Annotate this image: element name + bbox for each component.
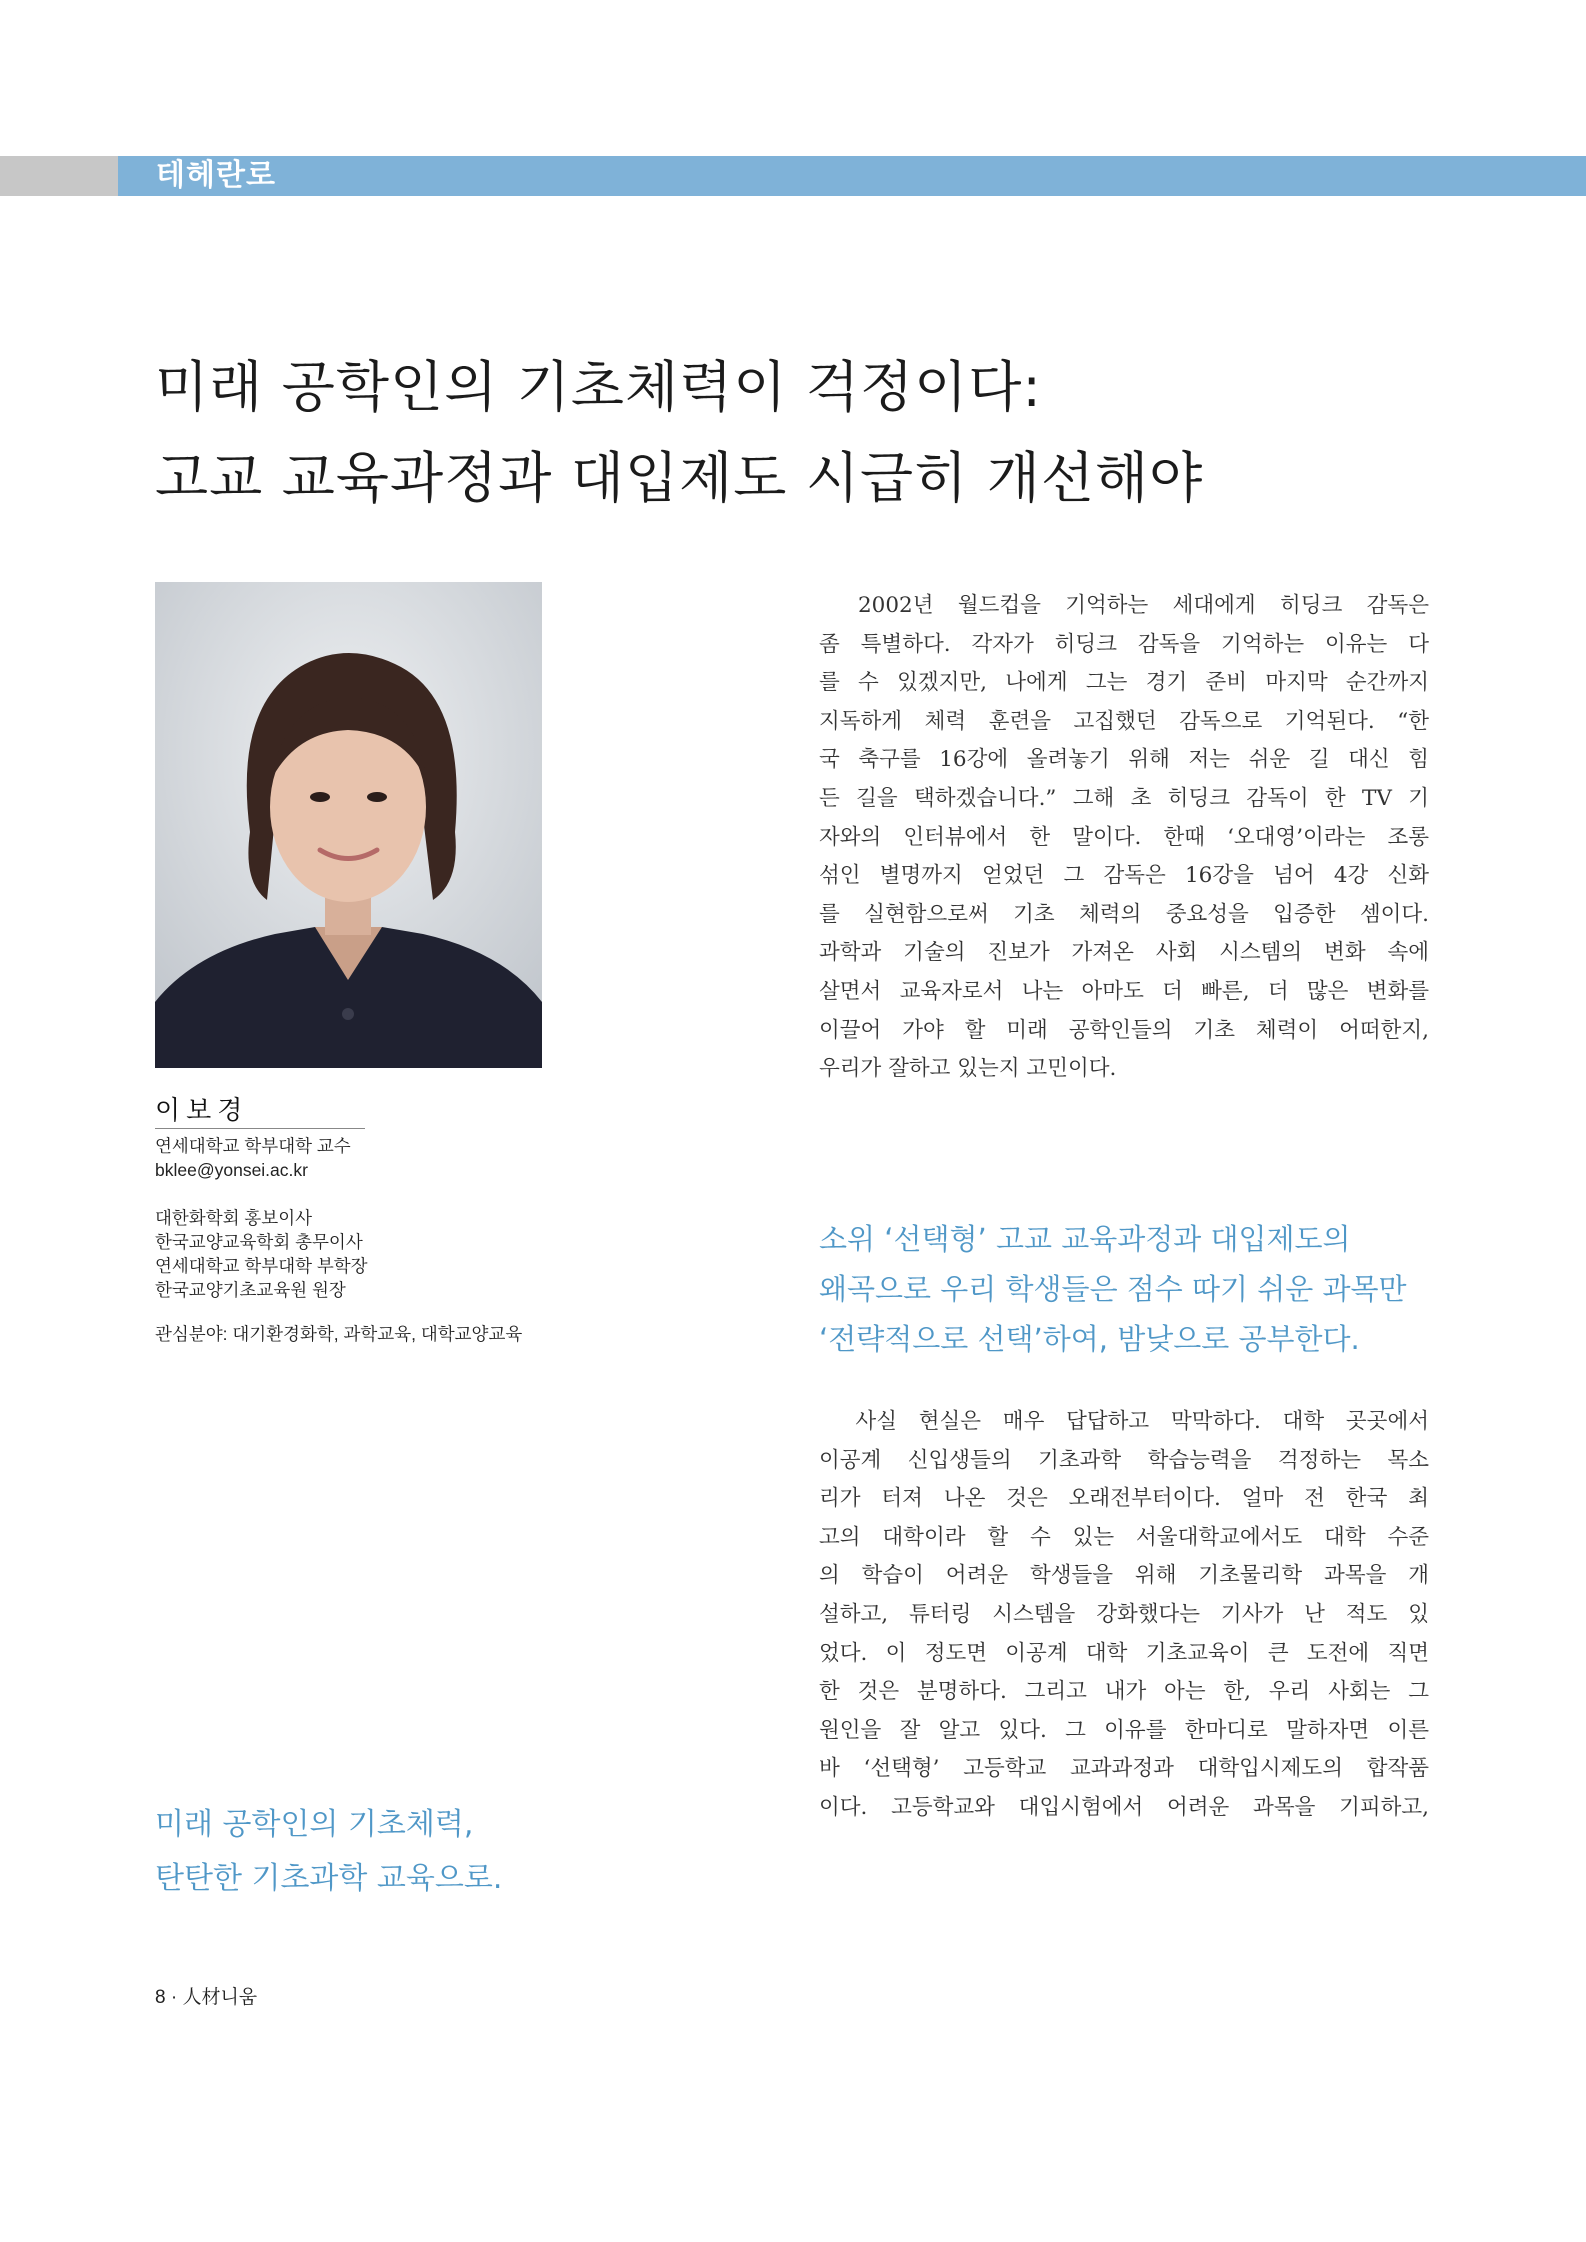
author-photo	[155, 582, 542, 1068]
author-name: 이보경	[155, 1096, 249, 1126]
body-line: 바 ‘선택형’ 고등학교 교과과정과 대학입시제도의 합작품	[819, 1756, 1429, 1782]
section-label: 테헤란로	[156, 158, 276, 193]
body-line: 리가 터져 나온 것은 오래전부터이다. 얼마 전 한국 최	[819, 1486, 1429, 1512]
body-line: 좀 특별하다. 각자가 히딩크 감독을 기억하는 이유는 다	[819, 631, 1429, 657]
body-line: 원인을 잘 알고 있다. 그 이유를 한마디로 말하자면 이른	[819, 1717, 1429, 1743]
page-footer: 8 · 人材니움	[155, 1987, 258, 2008]
body-line: 살면서 교육자로서 나는 아마도 더 빠른, 더 많은 변화를	[819, 978, 1429, 1004]
body-line: 이끌어 가야 할 미래 공학인들의 기초 체력이 어떠한지,	[819, 1017, 1429, 1043]
title-line-2: 고교 교육과정과 대입제도 시급히 개선해야	[155, 446, 1204, 510]
body-line: 든 길을 택하겠습니다.” 그해 초 히딩크 감독이 한 TV 기	[819, 785, 1429, 811]
article-body-section-2	[819, 1403, 1429, 1828]
body-line: 를 수 있겠지만, 나에게 그는 경기 준비 마지막 순간까지	[819, 670, 1429, 696]
author-email: bklee@yonsei.ac.kr	[155, 1160, 308, 1180]
body-line: 과학과 기술의 진보가 가져온 사회 시스템의 변화 속에	[819, 940, 1429, 966]
pull-quote-line-3: ‘전략적으로 선택’하여, 밤낮으로 공부한다.	[819, 1322, 1360, 1356]
article-body-section-1	[819, 587, 1429, 1089]
pull-quote-line-1: 소위 ‘선택형’ 고교 교육과정과 대입제도의	[819, 1222, 1351, 1256]
pull-quote	[819, 1214, 1439, 1364]
body-line: 지독하게 체력 훈련을 고집했던 감독으로 기억된다. “한	[819, 708, 1429, 734]
author-affiliation: 연세대학교 학부대학 교수	[155, 1136, 351, 1156]
header-band-gray	[0, 156, 118, 196]
body-line: 이다. 고등학교와 대입시험에서 어려운 과목을 기피하고,	[819, 1794, 1429, 1820]
body-line: 었다. 이 정도면 이공계 대학 기초교육이 큰 도전에 직면	[819, 1640, 1429, 1666]
left-callout-line-1: 미래 공학인의 기초체력,	[155, 1807, 474, 1842]
body-line: 이공계 신입생들의 기초과학 학습능력을 걱정하는 목소	[819, 1447, 1429, 1473]
left-callout-quote	[155, 1798, 575, 1906]
body-line: 설하고, 튜터링 시스템을 강화했다는 기사가 난 적도 있	[819, 1601, 1429, 1627]
article-title	[155, 342, 1455, 524]
author-role: 대한화학회 홍보이사	[155, 1208, 313, 1228]
body-line: 의 학습이 어려운 학생들을 위해 기초물리학 과목을 개	[819, 1563, 1429, 1589]
left-callout-line-2: 탄탄한 기초과학 교육으로.	[155, 1861, 503, 1896]
author-role: 연세대학교 학부대학 부학장	[155, 1256, 368, 1276]
body-line: 고의 대학이라 할 수 있는 서울대학교에서도 대학 수준	[819, 1524, 1429, 1550]
body-line: 를 실현함으로써 기초 체력의 중요성을 입증한 셈이다.	[819, 901, 1429, 927]
body-line: 섞인 별명까지 얻었던 그 감독은 16강을 넘어 4강 신화	[819, 863, 1429, 889]
author-interests: 관심분야: 대기환경화학, 과학교육, 대학교양교육	[155, 1324, 523, 1344]
author-portrait-image	[155, 582, 542, 1068]
body-line: 국 축구를 16강에 올려놓기 위해 저는 쉬운 길 대신 힘	[819, 747, 1429, 773]
author-divider	[155, 1128, 365, 1129]
title-line-1: 미래 공학인의 기초체력이 걱정이다:	[155, 355, 1042, 419]
body-line: 사실 현실은 매우 답답하고 막막하다. 대학 곳곳에서	[819, 1409, 1429, 1434]
body-line: 2002년 월드컵을 기억하는 세대에게 히딩크 감독은	[819, 593, 1429, 618]
header-band-blue	[118, 156, 1586, 196]
author-role: 한국교양교육학회 총무이사	[155, 1232, 363, 1252]
author-role: 한국교양기초교육원 원장	[155, 1280, 346, 1300]
author-info	[155, 1134, 575, 1346]
body-line: 자와의 인터뷰에서 한 말이다. 한때 ‘오대영’이라는 조롱	[819, 824, 1429, 850]
body-line: 우리가 잘하고 있는지 고민이다.	[819, 1056, 1117, 1082]
body-line: 한 것은 분명하다. 그리고 내가 아는 한, 우리 사회는 그	[819, 1679, 1429, 1705]
pull-quote-line-2: 왜곡으로 우리 학생들은 점수 따기 쉬운 과목만	[819, 1272, 1407, 1306]
